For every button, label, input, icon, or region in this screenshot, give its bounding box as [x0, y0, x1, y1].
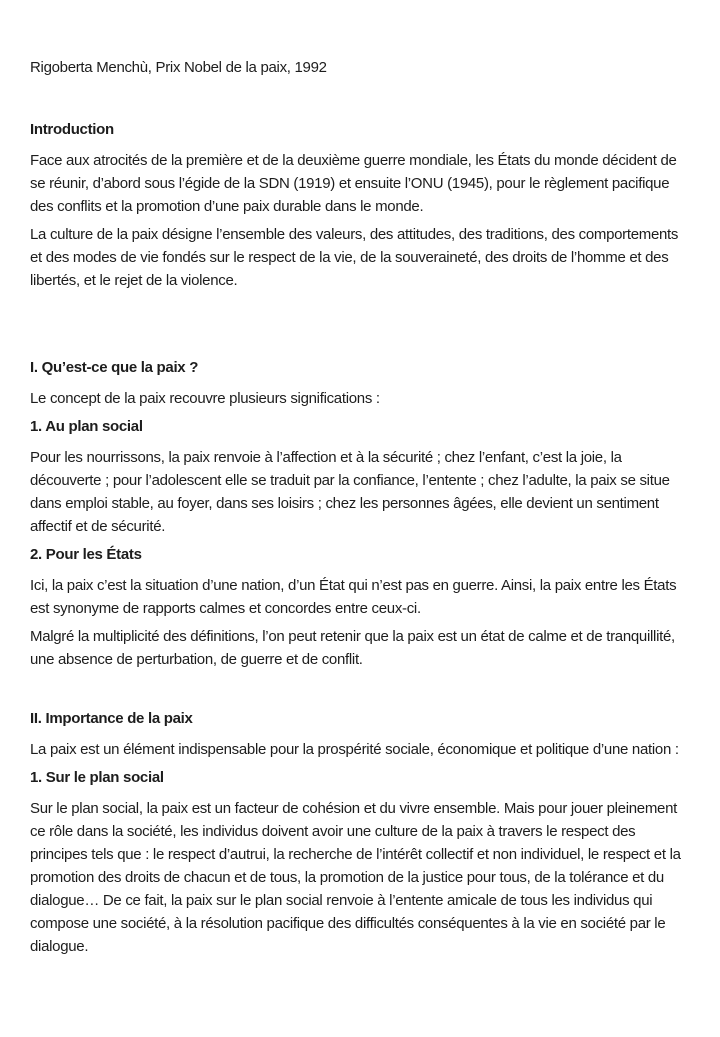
introduction-heading: Introduction — [30, 121, 114, 138]
section1-sub1-paragraph: Pour les nourrissons, la paix renvoie à l’affection et à la sécurité ; chez l’enfant, c’est la joie, la découverte ; pour l’adolescent elle se traduit par la confiance, l’entente ; chez l’adulte, la paix se situe dans emploi stable, au foyer, dans ses loisirs ; chez les personnes âgées, elle devient un sentiment affectif et de sécurité. — [30, 449, 670, 535]
section2-heading: II. Importance de la paix — [30, 710, 193, 727]
section1-sub2-paragraph-1: Ici, la paix c’est la situation d’une nation, d’un État qui n’est pas en guerre. Ainsi, la paix entre les États est synonyme de rapports calmes et concordes entre ceux-ci. — [30, 577, 677, 617]
section1-lead: Le concept de la paix recouvre plusieurs significations : — [30, 390, 380, 407]
section1-sub2-paragraph-2: Malgré la multiplicité des définitions, l’on peut retenir que la paix est un état de calme et de tranquillité, une absence de perturbation, de guerre et de conflit. — [30, 628, 675, 668]
section2-sub1-paragraph: Sur le plan social, la paix est un facteur de cohésion et du vivre ensemble. Mais pour jouer pleinement ce rôle dans la société, les individus doivent avoir une culture de la paix à travers le respect des principes tels que : le respect d’autrui, la recherche de l’intérêt collectif et non individuel, le respect et la promotion des droits de chacun et de tous, la promotion de la justice pour tous, de la tolérance et du dialogue… De ce fait, la paix sur le plan social renvoie à l’entente amicale de tous les individus qui compose une société, à la résolution pacifique des difficultés conséquentes à la vie en société par le dialogue. — [30, 800, 681, 955]
introduction-paragraph-1: Face aux atrocités de la première et de la deuxième guerre mondiale, les États du monde décident de se réunir, d’abord sous l’égide de la SDN (1919) et ensuite l’ONU (1945), pour le règlement pacifique des conflits et la promotion d’une paix durable dans le monde. — [30, 152, 677, 215]
section1-sub1-heading: 1. Au plan social — [30, 418, 143, 435]
byline: Rigoberta Menchù, Prix Nobel de la paix, 1992 — [30, 59, 327, 76]
introduction-paragraph-2: La culture de la paix désigne l’ensemble des valeurs, des attitudes, des traditions, des comportements et des modes de vie fondés sur le respect de la vie, de la souveraineté, des droits de l’homme et des libertés, et le rejet de la violence. — [30, 226, 679, 289]
section1-sub2-heading: 2. Pour les États — [30, 546, 142, 563]
section1-heading: I. Qu’est-ce que la paix ? — [30, 359, 199, 376]
section2-lead: La paix est un élément indispensable pour la prospérité sociale, économique et politique d’une nation : — [30, 741, 679, 758]
section2-sub1-heading: 1. Sur le plan social — [30, 769, 164, 786]
